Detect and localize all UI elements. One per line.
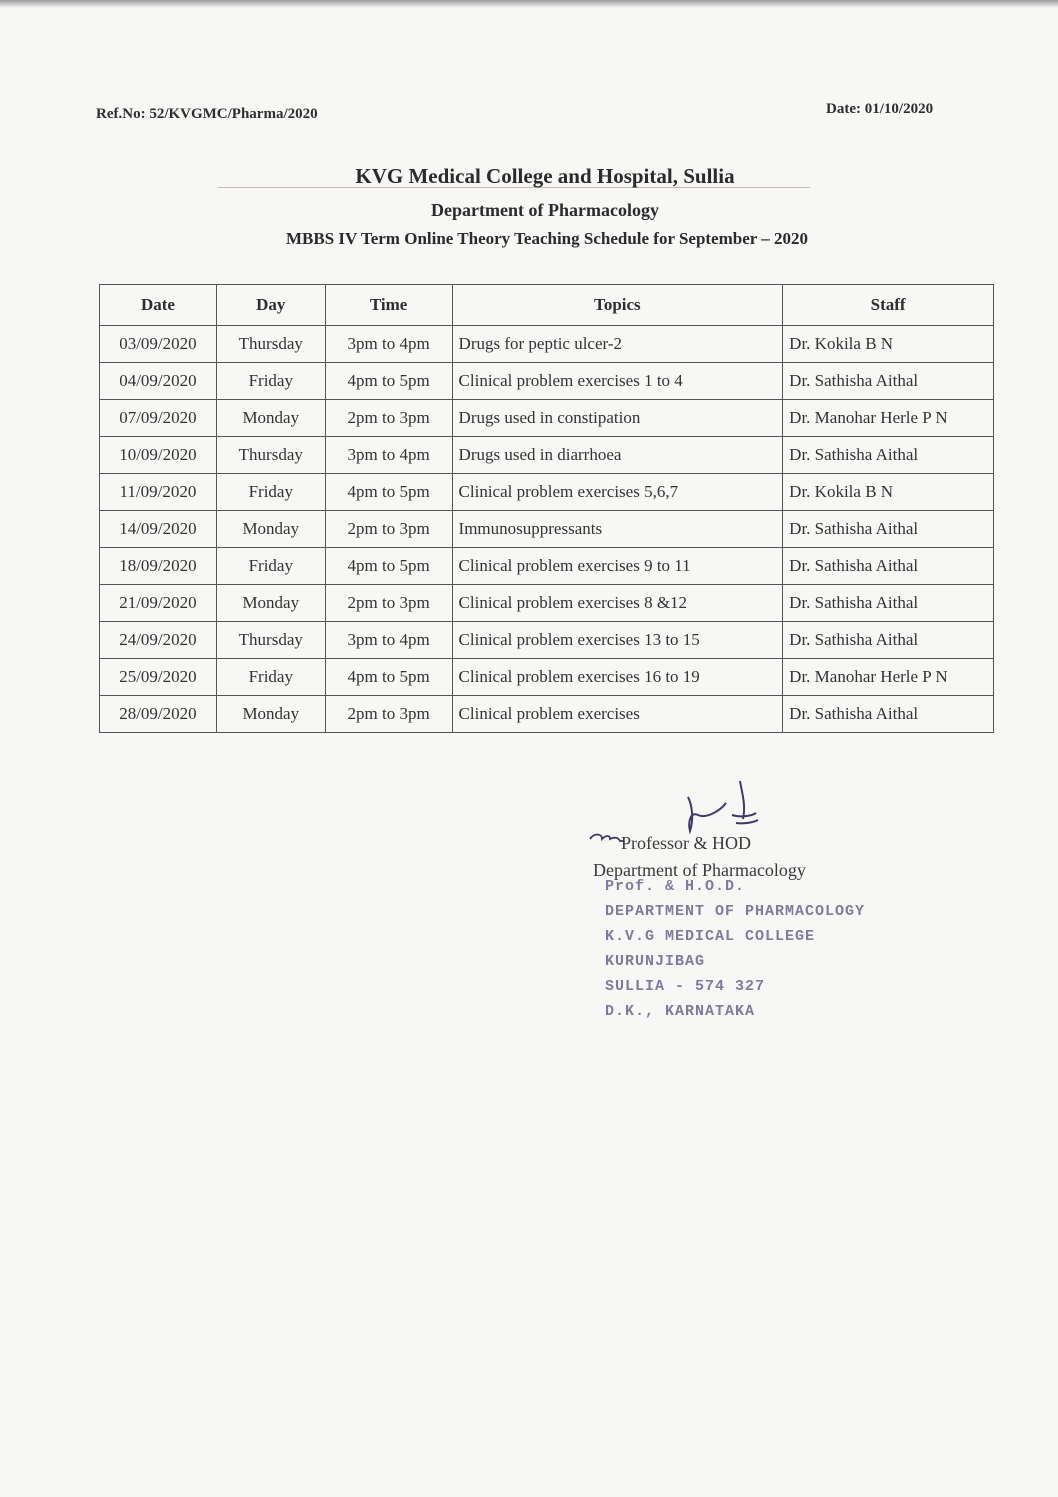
table-row (100, 474, 994, 511)
table-row (100, 437, 994, 474)
cell-time: 3pm to 4pm (325, 622, 452, 659)
cell-topic: Clinical problem exercises 9 to 11 (452, 548, 783, 585)
table-row (100, 659, 994, 696)
cell-date: 11/09/2020 (100, 474, 217, 511)
cell-staff: Dr. Sathisha Aithal (783, 363, 994, 400)
cell-day: Monday (216, 696, 325, 733)
cell-staff: Dr. Manohar Herle P N (783, 400, 994, 437)
cell-staff: Dr. Sathisha Aithal (783, 696, 994, 733)
cell-time: 4pm to 5pm (325, 474, 452, 511)
cell-topic: Clinical problem exercises 1 to 4 (452, 363, 783, 400)
cell-date: 04/09/2020 (100, 363, 217, 400)
stamp-line: K.V.G MEDICAL COLLEGE (605, 928, 816, 945)
stamp-line: Prof. & H.O.D. (605, 878, 746, 895)
cell-day: Friday (216, 548, 325, 585)
cell-date: 10/09/2020 (100, 437, 217, 474)
cell-time: 2pm to 3pm (325, 400, 452, 437)
table-row (100, 622, 994, 659)
table-row (100, 696, 994, 733)
cell-date: 21/09/2020 (100, 585, 217, 622)
cell-staff: Dr. Sathisha Aithal (783, 437, 994, 474)
cell-day: Thursday (216, 326, 325, 363)
schedule-table (99, 284, 994, 733)
cell-day: Monday (216, 400, 325, 437)
cell-topic: Drugs used in constipation (452, 400, 783, 437)
table-row (100, 400, 994, 437)
cell-date: 25/09/2020 (100, 659, 217, 696)
cell-staff: Dr. Kokila B N (783, 326, 994, 363)
cell-date: 07/09/2020 (100, 400, 217, 437)
schedule-subtitle: MBBS IV Term Online Theory Teaching Schedule for September – 2020 (285, 229, 809, 248)
stamp-line: D.K., KARNATAKA (605, 1003, 756, 1020)
cell-time: 2pm to 3pm (325, 585, 452, 622)
document-date: Date: 01/10/2020 (826, 101, 934, 117)
table-row (100, 511, 994, 548)
cell-topic: Clinical problem exercises 16 to 19 (452, 659, 783, 696)
cell-topic: Drugs for peptic ulcer-2 (452, 326, 783, 363)
cell-time: 2pm to 3pm (325, 511, 452, 548)
cell-day: Monday (216, 585, 325, 622)
cell-time: 2pm to 3pm (325, 696, 452, 733)
stamp-line: KURUNJIBAG (605, 953, 706, 970)
cell-day: Monday (216, 511, 325, 548)
header-staff: Staff (783, 285, 994, 326)
header-date: Date (100, 285, 217, 326)
signatory-role: Professor & HOD (621, 833, 751, 853)
cell-date: 24/09/2020 (100, 622, 217, 659)
cell-date: 28/09/2020 (100, 696, 217, 733)
header-day: Day (216, 285, 325, 326)
cell-staff: Dr. Kokila B N (783, 474, 994, 511)
table-row (100, 548, 994, 585)
cell-staff: Dr. Sathisha Aithal (783, 511, 994, 548)
cell-topic: Clinical problem exercises 8 &12 (452, 585, 783, 622)
cell-topic: Clinical problem exercises 13 to 15 (452, 622, 783, 659)
table-header-row (100, 285, 994, 326)
cell-day: Friday (216, 659, 325, 696)
college-title: KVG Medical College and Hospital, Sullia (355, 164, 735, 188)
cell-time: 4pm to 5pm (325, 659, 452, 696)
cell-day: Friday (216, 474, 325, 511)
cell-staff: Dr. Sathisha Aithal (783, 622, 994, 659)
cell-date: 14/09/2020 (100, 511, 217, 548)
table-row (100, 326, 994, 363)
cell-topic: Drugs used in diarrhoea (452, 437, 783, 474)
department-title: Department of Pharmacology (431, 200, 659, 220)
cell-topic: Clinical problem exercises (452, 696, 783, 733)
signature-stroke (732, 781, 758, 823)
cell-time: 3pm to 4pm (325, 326, 452, 363)
cell-time: 4pm to 5pm (325, 363, 452, 400)
cell-topic: Immunosuppressants (452, 511, 783, 548)
scan-edge-shadow (0, 0, 1058, 8)
signature-stroke (688, 797, 726, 831)
cell-topic: Clinical problem exercises 5,6,7 (452, 474, 783, 511)
cell-day: Thursday (216, 437, 325, 474)
cell-time: 3pm to 4pm (325, 437, 452, 474)
stamp-line: SULLIA - 574 327 (605, 978, 766, 995)
cell-day: Thursday (216, 622, 325, 659)
cell-date: 18/09/2020 (100, 548, 217, 585)
stamp-line: DEPARTMENT OF PHARMACOLOGY (605, 903, 866, 920)
header-time: Time (325, 285, 452, 326)
cell-day: Friday (216, 363, 325, 400)
department-stamp (605, 874, 865, 1024)
signature-stroke (590, 835, 624, 842)
table-row (100, 585, 994, 622)
table-row (100, 363, 994, 400)
cell-staff: Dr. Sathisha Aithal (783, 548, 994, 585)
signatory-department: Department of Pharmacology (593, 860, 806, 880)
cell-staff: Dr. Manohar Herle P N (783, 659, 994, 696)
reference-number: Ref.No: 52/KVGMC/Pharma/2020 (96, 106, 318, 122)
header-topics: Topics (452, 285, 783, 326)
cell-staff: Dr. Sathisha Aithal (783, 585, 994, 622)
cell-time: 4pm to 5pm (325, 548, 452, 585)
cell-date: 03/09/2020 (100, 326, 217, 363)
